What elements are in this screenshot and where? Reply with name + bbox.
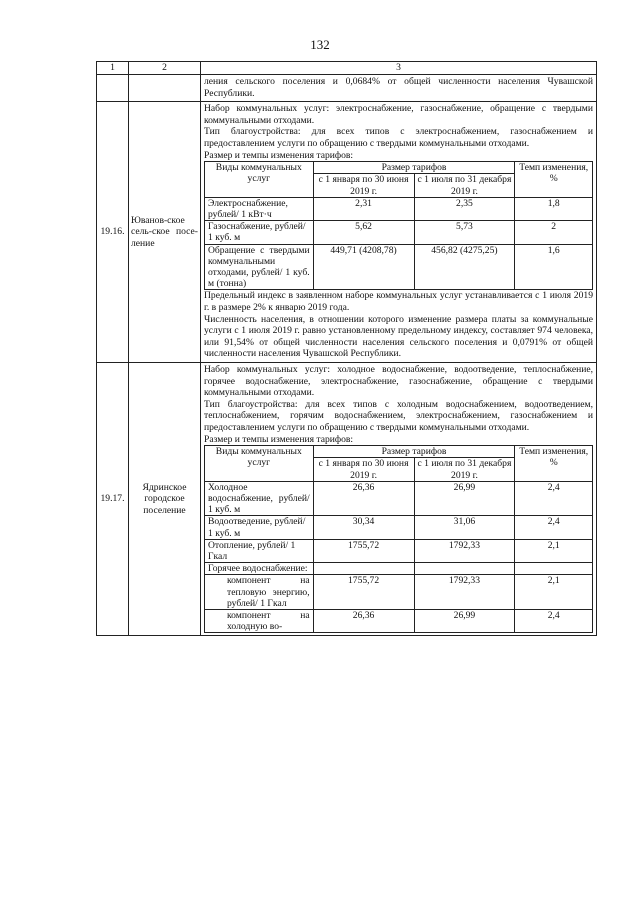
th-period-1: с 1 января по 30 июня 2019 г. (313, 458, 414, 481)
services-set-text: Набор коммунальных услуг: электроснабжение, газоснабжение, обращение с твердыми коммунальными отходами. (204, 103, 593, 126)
change-rate: 2,4 (515, 609, 593, 632)
column-header-1: 1 (97, 62, 129, 75)
limit-index-text: Предельный индекс в заявленном наборе коммунальных услуг устанавливается с 1 июля 2019 г. в размере 2% к январю 2019 года. (204, 290, 593, 313)
service-name: Водоотведение, рублей/ 1 куб. м (205, 516, 314, 539)
tariff-row (205, 609, 593, 632)
th-tariff-size: Размер тарифов (313, 446, 515, 458)
settlement-name: Ядринское городское поселение (129, 362, 201, 635)
th-service-kinds: Виды коммунальных услуг (205, 162, 314, 198)
population-text: Численность населения, в отношении которого изменение размера платы за коммунальные услуги с 1 июля 2019 г. равно установленному предельному индексу, составляет 974 человека, или 91,54% от общей численности населения сельского поселения и 0,0791% от общей численности населения Чувашской Республики. (204, 313, 593, 360)
tariff-row (205, 197, 593, 220)
tariff-row (205, 539, 593, 562)
th-change-rate: Темп изменения, % (515, 162, 593, 198)
tariff-heading: Размер и темпы изменения тарифов: (204, 433, 354, 445)
th-period-2: с 1 июля по 31 декабря 2019 г. (414, 458, 515, 481)
tariff-row (205, 575, 593, 610)
tariff-value-2: 456,82 (4275,25) (414, 244, 515, 290)
tariff-row (205, 516, 593, 539)
service-name: компонент на тепловую энергию, рублей/ 1 Гкал (205, 575, 314, 610)
service-name: Обращение с твердыми коммунальными отходами, рублей/ 1 куб. м (тонна) (205, 244, 314, 290)
change-rate: 1,8 (515, 197, 593, 220)
service-name: Отопление, рублей/ 1 Гкал (205, 539, 314, 562)
service-name: компонент на холодную во- (205, 609, 314, 632)
tariff-value-1: 26,36 (313, 609, 414, 632)
tariff-table (204, 161, 593, 290)
change-rate: 2 (515, 221, 593, 244)
change-rate: 2,4 (515, 481, 593, 516)
main-table (96, 61, 597, 636)
continuation-text: ления сельского поселения и 0,0684% от общей численности населения Чувашской Республики. (204, 76, 593, 99)
change-rate (515, 563, 593, 575)
service-name: Газоснабжение, рублей/ 1 куб. м (205, 221, 314, 244)
change-rate: 2,4 (515, 516, 593, 539)
tariff-row (205, 481, 593, 516)
tariff-value-1: 1755,72 (313, 539, 414, 562)
tariff-row (205, 244, 593, 290)
column-header-3: 3 (201, 62, 597, 75)
change-rate: 2,1 (515, 539, 593, 562)
service-name: Горячее водоснабжение: (205, 563, 314, 575)
settlement-name: Юванов-ское сель-ское посе-ление (129, 102, 201, 363)
tariff-value-1: 449,71 (4208,78) (313, 244, 414, 290)
improvement-type-text: Тип благоустройства: для всех типов с электроснабжением, газоснабжением и предоставлением услуги по обращению с твердыми коммунальными отходами. (204, 126, 593, 149)
th-tariff-size: Размер тарифов (313, 162, 515, 174)
tariff-value-1: 26,36 (313, 481, 414, 516)
tariff-value-1: 30,34 (313, 516, 414, 539)
tariff-row (205, 221, 593, 244)
tariff-value-2: 26,99 (414, 609, 515, 632)
tariff-value-2 (414, 563, 515, 575)
service-name: Холодное водоснабжение, рублей/ 1 куб. м (205, 481, 314, 516)
section-row-19-16 (97, 102, 597, 363)
improvement-type-text: Тип благоустройства: для всех типов с холодным водоснабжением, водоотведением, теплоснабжением, горячим водоснабжением, электроснабжением, газоснабжением и предоставлением услуги по обращению с твердыми коммунальными отходами. (204, 398, 593, 433)
th-period-1: с 1 января по 30 июня 2019 г. (313, 174, 414, 197)
service-name: Электроснабжение, рублей/ 1 кВт·ч (205, 197, 314, 220)
tariff-value-2: 1792,33 (414, 575, 515, 610)
section-row-19-17 (97, 362, 597, 635)
section-number: 19.16. (97, 102, 129, 363)
tariff-heading: Размер и темпы изменения тарифов: (204, 149, 354, 161)
tariff-value-2: 1792,33 (414, 539, 515, 562)
th-service-kinds: Виды коммунальных услуг (205, 446, 314, 482)
tariff-value-2: 31,06 (414, 516, 515, 539)
column-header-2: 2 (129, 62, 201, 75)
services-set-text: Набор коммунальных услуг: холодное водоснабжение, водоотведение, теплоснабжение, горячее водоснабжение, электроснабжение, газоснабжение, обращение с твердыми коммунальными отходами. (204, 363, 593, 399)
tariff-value-1: 1755,72 (313, 575, 414, 610)
section-number: 19.17. (97, 362, 129, 635)
tariff-value-2: 5,73 (414, 221, 515, 244)
tariff-value-1: 5,62 (313, 221, 414, 244)
tariff-value-2: 2,35 (414, 197, 515, 220)
page-number: 132 (310, 37, 330, 52)
change-rate: 2,1 (515, 575, 593, 610)
continuation-row (97, 75, 597, 102)
tariff-value-2: 26,99 (414, 481, 515, 516)
tariff-table (204, 445, 593, 633)
tariff-value-1: 2,31 (313, 197, 414, 220)
change-rate: 1,6 (515, 244, 593, 290)
th-change-rate: Темп изменения, % (515, 446, 593, 482)
th-period-2: с 1 июля по 31 декабря 2019 г. (414, 174, 515, 197)
column-header-row (97, 62, 597, 75)
tariff-value-1 (313, 563, 414, 575)
tariff-row (205, 563, 593, 575)
